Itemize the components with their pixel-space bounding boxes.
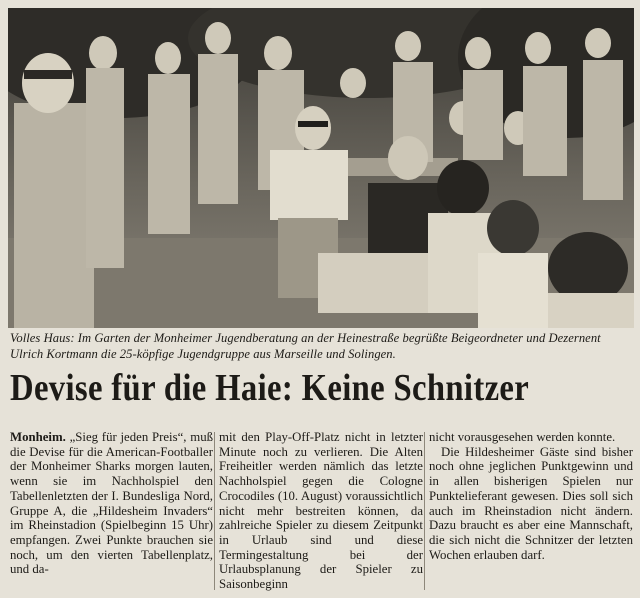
article-col2-text: mit den Play-Off-Platz nicht in letzter Minute noch zu verlieren. Die Alten Freiheitler werden nämlich das letzte Nachholspiel gegen die Cologne Crocodiles (10. August) voraussichtlich nicht mehr bestreiten können, da zahlreiche Spieler zu diesem Zeitpunkt in Urlaub sind und diese Termingestaltung bei der Urlaubsplanung der Spieler zu Saisonbeginn — [219, 430, 423, 592]
article-col3-text-a: nicht vorausgesehen werden konnte. — [429, 430, 616, 444]
headline: Devise für die Haie: Keine Schnitzer — [10, 367, 530, 409]
group-photo-illustration — [8, 8, 634, 328]
article-col3-text-b: Die Hildesheimer Gäste sind bisher noch ohne jeglichen Punktgewinn und in allen bisherigen Spielen nur Punktelieferant gewesen. Dies soll sich auch im Rheinstadion nicht ändern. Dazu braucht es aber eine Mannschaft, die sich nicht die Schnitzer der letzten Wochen erlauben darf. — [429, 444, 633, 562]
column-divider — [424, 432, 425, 590]
article-column-3 — [429, 430, 633, 562]
group-photo — [8, 8, 634, 328]
photo-caption: Volles Haus: Im Garten der Monheimer Jugendberatung an der Heinestraße begrüßte Beigeordneter und Dezernent Ulrich Kortmann die 25-köpfige Jugendgruppe aus Marseille und Solingen. — [10, 331, 601, 361]
article-column-1 — [10, 430, 213, 577]
article-dateline: Monheim. — [10, 430, 66, 444]
article-column-2 — [219, 430, 423, 592]
column-divider — [214, 432, 215, 590]
article-col1-text: „Sieg für jeden Preis“, muß die Devise für die American-Footballer der Monheimer Sharks morgen lauten, wenn sie im Nachholspiel den Tabellenletzten der I. Bundesliga Nord, Gruppe A, die „Hildesheim Invaders“ im Rheinstadion (Spielbeginn 15 Uhr) empfangen. Zwei Punkte brauchen sie noch, um den vierten Tabellenplatz, und da- — [10, 430, 213, 577]
